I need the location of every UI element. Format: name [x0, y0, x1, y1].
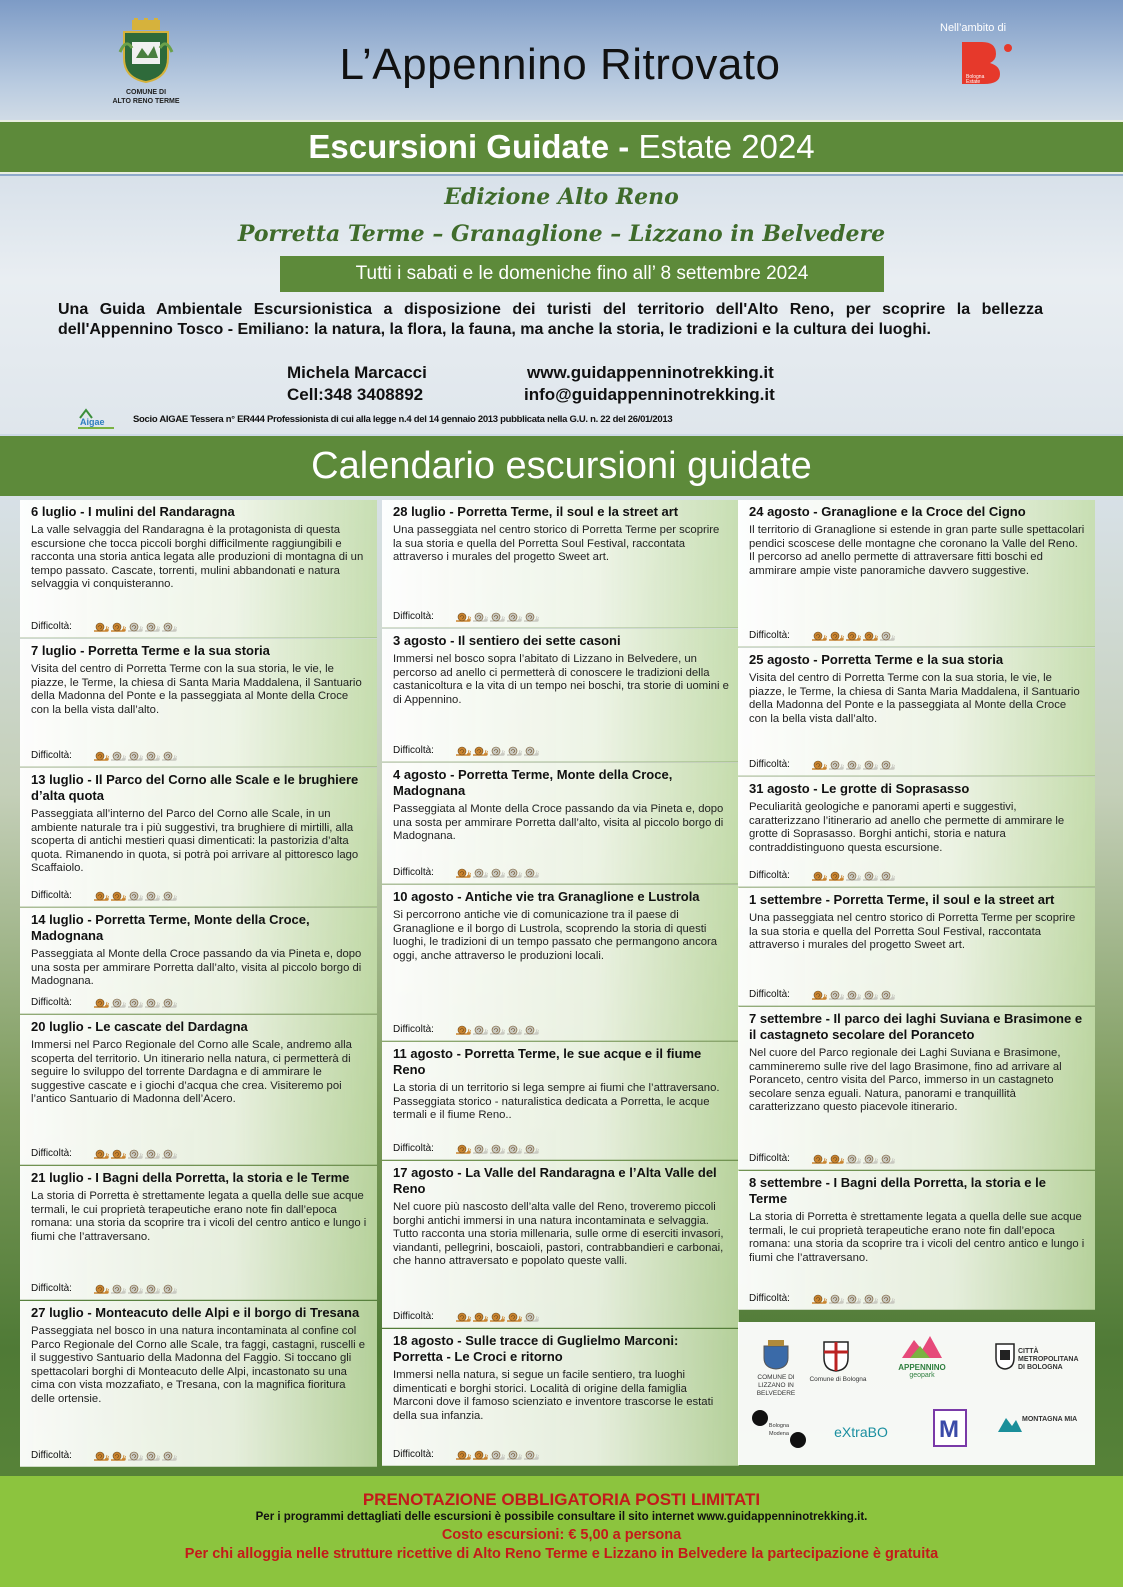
excursion-card	[382, 500, 739, 628]
difficulty-rating	[749, 1293, 895, 1304]
snail-empty-icon	[828, 759, 844, 770]
band-title: Escursioni Guidate -	[308, 128, 639, 165]
excursion-description: Immersi nella natura, si segue un facile sentiero, tra luoghi dimenticati e borghi storici. Località di origine della famiglia Marconi dove il famoso scienziato e inventore trascorse le estati della sua infanzia.	[393, 1369, 714, 1422]
difficulty-rating	[393, 867, 539, 878]
excursion-description: Si percorrono antiche vie di comunicazione tra il paese di Granaglione e il borgo di Lustrola, scoprendo la storia di questi luoghi, le tradizioni di un tempo passato che permangono ancora oggi, anche attraverso le produzioni locali.	[393, 909, 718, 962]
excursion-title: 27 luglio - Monteacuto delle Alpi e il borgo di Tresana	[31, 1305, 360, 1320]
snail-filled-icon	[828, 1153, 844, 1164]
snail-filled-icon	[811, 989, 827, 1000]
excursion-title: 28 luglio - Porretta Terme, il soul e la street art	[393, 504, 679, 519]
snail-empty-icon	[879, 1293, 895, 1304]
snail-filled-icon	[110, 1148, 126, 1159]
snail-empty-icon	[489, 1143, 505, 1154]
snail-empty-icon	[472, 1143, 488, 1154]
svg-text:Bologna: Bologna	[966, 74, 985, 80]
context-label: Nell’ambito di	[940, 22, 1007, 34]
excursion-title: 10 agosto - Antiche vie tra Granaglione e Lustrola	[393, 889, 700, 904]
difficulty-snails	[455, 745, 539, 756]
difficulty-rating	[749, 759, 895, 770]
snail-empty-icon	[506, 1449, 522, 1460]
snail-empty-icon	[506, 1143, 522, 1154]
snail-filled-icon	[93, 1283, 109, 1294]
snail-filled-icon	[472, 745, 488, 756]
snail-filled-icon	[506, 1311, 522, 1322]
snail-empty-icon	[127, 750, 143, 761]
snail-empty-icon	[472, 1024, 488, 1035]
snail-empty-icon	[845, 1293, 861, 1304]
snail-empty-icon	[879, 870, 895, 881]
difficulty-snails	[455, 867, 539, 878]
snail-empty-icon	[144, 997, 160, 1008]
snail-empty-icon	[523, 1311, 539, 1322]
excursion-title: 25 agosto - Porretta Terme e la sua storia	[749, 652, 1004, 667]
difficulty-snails	[93, 1283, 177, 1294]
snail-empty-icon	[161, 1450, 177, 1461]
excursion-card	[20, 768, 377, 907]
difficulty-rating	[31, 621, 177, 632]
difficulty-snails	[93, 1148, 177, 1159]
difficulty-snails	[93, 1450, 177, 1461]
difficulty-rating	[749, 1153, 895, 1164]
crest-label-line2: ALTO RENO TERME	[112, 98, 180, 105]
snail-empty-icon	[862, 1293, 878, 1304]
excursion-description: La storia di un territorio si lega sempre ai fiumi che l’attraversano. Passeggiata storico - naturalistica dedicata a Porretta, le acque termali e il fiume Reno..	[393, 1082, 720, 1122]
aigae-membership-note: Socio AIGAE Tessera n° ER444 Professionista di cui alla legge n.4 del 14 gennaio 2013 pubblicata nella G.U. n. 22 del 26/01/2013	[133, 414, 673, 425]
calendar-title: Calendario escursioni guidate	[0, 436, 1123, 496]
excursion-card	[738, 1007, 1095, 1170]
snail-empty-icon	[489, 1449, 505, 1460]
difficulty-label: Difficoltà:	[749, 1153, 790, 1164]
excursion-card	[20, 1166, 377, 1300]
difficulty-label: Difficoltà:	[31, 997, 72, 1008]
snail-empty-icon	[828, 989, 844, 1000]
aigae-logo	[76, 408, 116, 430]
crest-label	[96, 88, 196, 106]
snail-empty-icon	[472, 867, 488, 878]
snail-empty-icon	[127, 1283, 143, 1294]
snail-empty-icon	[489, 611, 505, 622]
difficulty-snails	[455, 611, 539, 622]
dates-banner: Tutti i sabati e le domeniche fino all’ 8 settembre 2024	[280, 256, 884, 292]
snail-empty-icon	[161, 890, 177, 901]
guide-phone[interactable]: Cell:348 3408892	[287, 385, 424, 404]
snail-filled-icon	[110, 890, 126, 901]
excursion-title: 7 luglio - Porretta Terme e la sua storia	[31, 643, 270, 658]
difficulty-snails	[93, 997, 177, 1008]
difficulty-snails	[811, 989, 895, 1000]
snail-filled-icon	[455, 1024, 471, 1035]
snail-filled-icon	[93, 1450, 109, 1461]
snail-empty-icon	[845, 870, 861, 881]
excursion-title: 18 agosto - Sulle tracce di Guglielmo Marconi: Porretta - Le Croci e ritorno	[393, 1333, 679, 1364]
snail-filled-icon	[828, 870, 844, 881]
difficulty-label: Difficoltà:	[749, 630, 790, 641]
excursion-description: Peculiarità geologiche e panorami aperti e suggestivi, caratterizzano l’itinerario ad anello che permette di ammirare le grotte di Soprasasso. Borghi antichi, storia e natura contraddistinguono questa escursione.	[749, 801, 1065, 854]
excursion-card	[382, 629, 739, 762]
snail-empty-icon	[161, 1148, 177, 1159]
difficulty-label: Difficoltà:	[393, 1311, 434, 1322]
snail-empty-icon	[879, 759, 895, 770]
snail-empty-icon	[127, 1450, 143, 1461]
excursion-card	[20, 1015, 377, 1165]
difficulty-label: Difficoltà:	[31, 750, 72, 761]
difficulty-rating	[31, 1148, 177, 1159]
free-participation-note: Per chi alloggia nelle strutture ricettive di Alto Reno Terme e Lizzano in Belvedere la partecipazione è gratuita	[184, 1546, 939, 1562]
difficulty-label: Difficoltà:	[31, 621, 72, 632]
snail-filled-icon	[455, 611, 471, 622]
difficulty-rating	[393, 1024, 539, 1035]
excursion-description: Passeggiata nel bosco in una natura incontaminata al confine col Parco Regionale del Corno alle Scale, tra faggi, castagni, ruscelli e il suggestivo Santuario della Madonna del Faggio. Si toccano gli spettacolari borghi di Monteacuto delle Alpi, incastonato su una cima con vista mozzafiato, e Tresana, con la magnifica fioritura delle ortensie.	[31, 1325, 366, 1405]
difficulty-snails	[93, 621, 177, 632]
svg-text:Aigae: Aigae	[80, 417, 105, 427]
bologna-estate-logo	[960, 40, 1016, 86]
difficulty-rating	[31, 1450, 177, 1461]
excursion-description: Nel cuore più nascosto dell’alta valle del Reno, troveremo piccoli borghi antichi immersi in una natura incontaminata e selvaggia. Tutto racconta una storia millenaria, sulle orme di eserciti invasori, viandanti, pellegrini, boscaioli, pastori, contrabbandieri e carbonai, che hanno attraversato e popolato queste valli.	[393, 1201, 724, 1268]
excursion-description: La storia di Porretta è strettamente legata a quella delle sue acque termali, le cui proprietà terapeutiche erano note fin dall’epoca romana: una storia da scoprire tra i vicoli del centro antico e lungo i fiumi che l’attraversano.	[749, 1211, 1085, 1264]
excursion-title: 14 luglio - Porretta Terme, Monte della Croce, Madognana	[31, 912, 310, 943]
snail-filled-icon	[811, 1293, 827, 1304]
snail-empty-icon	[161, 621, 177, 632]
svg-text:Estate: Estate	[966, 79, 981, 85]
excursion-card	[738, 500, 1095, 647]
snail-empty-icon	[161, 1283, 177, 1294]
difficulty-rating	[749, 989, 895, 1000]
difficulty-label: Difficoltà:	[749, 1293, 790, 1304]
snail-empty-icon	[862, 759, 878, 770]
snail-empty-icon	[506, 867, 522, 878]
excursion-card	[20, 500, 377, 638]
snail-empty-icon	[489, 867, 505, 878]
snail-empty-icon	[144, 750, 160, 761]
snail-empty-icon	[506, 1024, 522, 1035]
guide-name: Michela Marcacci	[287, 363, 427, 382]
excursion-title: 31 agosto - Le grotte di Soprasasso	[749, 781, 970, 796]
municipal-crest-icon	[118, 18, 174, 84]
snail-empty-icon	[523, 611, 539, 622]
snail-empty-icon	[879, 1153, 895, 1164]
program-info: Per i programmi dettagliati delle escursioni è possibile consultare il sito internet www.guidappenninotrekking.it.	[255, 1511, 868, 1523]
excursion-description: La storia di Porretta è strettamente legata a quella delle sue acque termali, le cui proprietà terapeutiche erano note fin dall’epoca romana: una storia da scoprire tra i vicoli del centro antico e lungo i fiumi che l’attraversano.	[31, 1190, 367, 1243]
bologna-crest-icon	[822, 1338, 850, 1372]
snail-empty-icon	[127, 1148, 143, 1159]
difficulty-label: Difficoltà:	[749, 989, 790, 1000]
snail-empty-icon	[144, 890, 160, 901]
excursion-title: 1 settembre - Porretta Terme, il soul e la street art	[749, 892, 1055, 907]
snail-empty-icon	[523, 1449, 539, 1460]
appennino-label: APPENNINO	[898, 1363, 946, 1372]
difficulty-snails	[455, 1449, 539, 1460]
snail-empty-icon	[523, 745, 539, 756]
footer	[0, 1476, 1123, 1587]
excursion-card	[382, 1042, 739, 1160]
snail-empty-icon	[523, 867, 539, 878]
snail-filled-icon	[110, 1450, 126, 1461]
snail-empty-icon	[110, 1283, 126, 1294]
difficulty-label: Difficoltà:	[749, 759, 790, 770]
bologna-label: Comune di Bologna	[809, 1376, 867, 1383]
citta-metro-label: CITTÀ METROPOLITANA DI BOLOGNA	[1018, 1348, 1079, 1371]
excursion-card	[738, 1171, 1095, 1310]
snail-empty-icon	[862, 870, 878, 881]
difficulty-snails	[811, 759, 895, 770]
snail-empty-icon	[845, 989, 861, 1000]
difficulty-label: Difficoltà:	[393, 1143, 434, 1154]
lizzano-label: COMUNE DI LIZZANO IN BELVEDERE	[756, 1374, 796, 1397]
snail-empty-icon	[161, 997, 177, 1008]
snail-filled-icon	[93, 997, 109, 1008]
snail-empty-icon	[828, 1293, 844, 1304]
snail-filled-icon	[93, 621, 109, 632]
snail-filled-icon	[455, 745, 471, 756]
excursion-title: 4 agosto - Porretta Terme, Monte della Croce, Madognana	[393, 767, 673, 798]
difficulty-snails	[811, 630, 895, 641]
excursion-description: Passeggiata al Monte della Croce passando da via Pineta e, dopo una sosta per ammirare Porretta dall’alto, visita al piccolo borgo di Madognana.	[393, 803, 724, 843]
crest-label-line1: COMUNE DI	[125, 89, 167, 96]
snail-filled-icon	[455, 1143, 471, 1154]
snail-filled-icon	[472, 1449, 488, 1460]
snail-empty-icon	[110, 750, 126, 761]
excursion-description: Il territorio di Granaglione si estende in gran parte sulle spettacolari pendici scoscese delle montagne che coronano la Valle del Reno. Il percorso ad anello permette di attraversare fitti boschi ed ammirare ampie viste panoramiche davvero suggestive.	[749, 524, 1085, 577]
excursion-card	[382, 1329, 739, 1466]
difficulty-rating	[749, 630, 895, 641]
excursion-title: 6 luglio - I mulini del Randaragna	[31, 504, 235, 519]
price-info: Costo escursioni: € 5,00 a persona	[441, 1527, 682, 1543]
excursion-title: 24 agosto - Granaglione e la Croce del Cigno	[749, 504, 1026, 519]
excursion-title: 11 agosto - Porretta Terme, le sue acque e il fiume Reno	[393, 1046, 702, 1077]
difficulty-label: Difficoltà:	[393, 867, 434, 878]
excursion-title: 20 luglio - Le cascate del Dardagna	[31, 1019, 248, 1034]
appennino-geopark-icon	[900, 1332, 944, 1362]
excursion-title: 21 luglio - I Bagni della Porretta, la storia e le Terme	[31, 1170, 350, 1185]
excursion-description: Visita del centro di Porretta Terme con la sua storia, le vie, le piazze, le Terme, la chiesa di Santa Maria Maddalena, il Santuario della Madonna del Ponte e la passeggiata al Monte della Croce con la bella vista dall’alto.	[31, 663, 362, 716]
excursion-card	[20, 639, 377, 767]
snail-filled-icon	[862, 630, 878, 641]
excursion-description: Nel cuore del Parco regionale dei Laghi Suviana e Brasimone, cammineremo sulle rive del lago Brasimone, fino ad arrivare al Poranceto, centro visita del Parco, immerso in un castagneto secolare senza eguali. Natura, panorami e tranquillità caratterizzano questo piacevole itinerario.	[749, 1047, 1062, 1114]
difficulty-rating	[393, 1311, 539, 1322]
snail-filled-icon	[811, 630, 827, 641]
excursion-card	[20, 1301, 377, 1467]
snail-empty-icon	[144, 1283, 160, 1294]
difficulty-rating	[393, 1143, 539, 1154]
difficulty-snails	[811, 870, 895, 881]
partner-logos	[738, 1322, 1095, 1465]
difficulty-label: Difficoltà:	[393, 611, 434, 622]
snail-empty-icon	[144, 1148, 160, 1159]
snail-empty-icon	[110, 997, 126, 1008]
snail-empty-icon	[506, 745, 522, 756]
snail-empty-icon	[489, 745, 505, 756]
band-season: Estate 2024	[638, 128, 815, 165]
difficulty-snails	[455, 1024, 539, 1035]
header	[0, 0, 1123, 120]
difficulty-label: Difficoltà:	[393, 745, 434, 756]
mountains-icon	[998, 1414, 1022, 1432]
intro-section	[0, 176, 1123, 434]
difficulty-rating	[749, 870, 895, 881]
svg-text:M: M	[939, 1416, 959, 1443]
excursion-card	[382, 1161, 739, 1328]
difficulty-snails	[455, 1311, 539, 1322]
difficulty-rating	[31, 1283, 177, 1294]
excursion-title: 17 agosto - La Valle del Randaragna e l’Alta Valle del Reno	[393, 1165, 717, 1196]
snail-empty-icon	[862, 1153, 878, 1164]
snail-filled-icon	[845, 630, 861, 641]
places-title: Porretta Terme – Granaglione – Lizzano in Belvedere	[237, 221, 886, 247]
snail-filled-icon	[811, 1153, 827, 1164]
snail-empty-icon	[845, 759, 861, 770]
difficulty-snails	[811, 1293, 895, 1304]
difficulty-rating	[393, 611, 539, 622]
excursion-title: 3 agosto - Il sentiero dei sette casoni	[393, 633, 621, 648]
montagna-mia-m-icon	[932, 1408, 968, 1448]
excursion-card	[20, 908, 377, 1014]
snail-filled-icon	[93, 750, 109, 761]
difficulty-snails	[455, 1143, 539, 1154]
snail-empty-icon	[127, 621, 143, 632]
difficulty-label: Difficoltà:	[31, 890, 72, 901]
difficulty-snails	[811, 1153, 895, 1164]
snail-empty-icon	[506, 611, 522, 622]
bologna-modena-label: Bologna Modena	[768, 1423, 790, 1437]
difficulty-snails	[93, 890, 177, 901]
difficulty-label: Difficoltà:	[31, 1283, 72, 1294]
excursion-description: Una passeggiata nel centro storico di Porretta Terme per scoprire la sua storia e quella del Porretta Soul Festival, raccontata attraverso i murales del progetto Sweet art.	[393, 524, 720, 564]
snail-empty-icon	[489, 1024, 505, 1035]
difficulty-rating	[393, 1449, 539, 1460]
excursion-title: 8 settembre - I Bagni della Porretta, la storia e le Terme	[749, 1175, 1046, 1206]
snail-empty-icon	[523, 1143, 539, 1154]
difficulty-label: Difficoltà:	[393, 1024, 434, 1035]
page-title: L’Appennino Ritrovato	[339, 40, 781, 89]
extrabo-logo: eXtraBO	[834, 1424, 888, 1440]
difficulty-snails	[93, 750, 177, 761]
excursion-description: Passeggiata al Monte della Croce passando da via Pineta e, dopo una sosta per ammirare Porretta dall’alto, visita al piccolo borgo di Madognana.	[31, 948, 362, 988]
snail-filled-icon	[93, 890, 109, 901]
snail-filled-icon	[455, 867, 471, 878]
intro-description: Una Guida Ambientale Escursionistica a disposizione dei turisti del territorio dell'Alto Reno, per scoprire la bellezza dell'Appennino Tosco - Emiliano: la natura, la flora, la fauna, ma anche la storia, le tradizioni e la cultura dei luoghi.	[58, 301, 1043, 338]
snail-filled-icon	[93, 1148, 109, 1159]
excursion-title: 7 settembre - Il parco dei laghi Suviana e Brasimone e il castagneto secolare del Poranceto	[749, 1011, 1083, 1042]
season-band	[0, 120, 1123, 174]
snail-empty-icon	[144, 1450, 160, 1461]
snail-filled-icon	[455, 1311, 471, 1322]
excursion-description: Una passeggiata nel centro storico di Porretta Terme per scoprire la sua storia e quella del Porretta Soul Festival, raccontata attraverso i murales del progetto Sweet art.	[749, 912, 1076, 952]
snail-empty-icon	[523, 1024, 539, 1035]
snail-empty-icon	[127, 890, 143, 901]
snail-empty-icon	[845, 1153, 861, 1164]
snail-empty-icon	[127, 997, 143, 1008]
lizzano-crest-icon	[760, 1340, 792, 1370]
difficulty-label: Difficoltà:	[31, 1148, 72, 1159]
excursion-card	[738, 648, 1095, 776]
excursion-card	[382, 885, 739, 1041]
difficulty-label: Difficoltà:	[31, 1450, 72, 1461]
snail-filled-icon	[811, 759, 827, 770]
difficulty-rating	[31, 750, 177, 761]
excursion-card	[382, 763, 739, 884]
snail-filled-icon	[828, 630, 844, 641]
snail-empty-icon	[862, 989, 878, 1000]
excursion-description: Passeggiata all’interno del Parco del Corno alle Scale, in un ambiente naturale tra i più suggestivi, tra brughiere di mirtilli, alla scoperta di antichi mestieri quasi dimenticati: la pastorizia d’alta quota. Rimanendo in quota, si potrà poi arrivare al pittoresco lago Scaffaiolo.	[31, 808, 359, 875]
snail-empty-icon	[879, 630, 895, 641]
difficulty-rating	[31, 997, 177, 1008]
excursion-description: Immersi nel Parco Regionale del Corno alle Scale, andremo alla scoperta del territorio. Un itinerario nella natura, ci permetterà di seguire lo sviluppo del torrente Dardagna e di ammirare le suggestive cascate e i giochi d’acqua che crea. Visiteremo poi l’antico Santuario di Madonna dell’Acero.	[31, 1039, 352, 1106]
geopark-label: geopark	[909, 1372, 935, 1379]
snail-filled-icon	[110, 621, 126, 632]
snail-filled-icon	[472, 1311, 488, 1322]
excursion-description: Immersi nel bosco sopra l’abitato di Lizzano in Belvedere, un percorso ad anello ci permetterà di conoscere le tradizioni della castanicoltura e la vita di un tempo nei boschi, tra storie di uomini e di Appennino.	[393, 653, 729, 706]
snail-empty-icon	[144, 621, 160, 632]
excursion-card	[738, 888, 1095, 1006]
email-link[interactable]: info@guidappenninotrekking.it	[524, 385, 775, 404]
excursion-description: Visita del centro di Porretta Terme con la sua storia, le vie, le piazze, le Terme, la chiesa di Santa Maria Maddalena, il Santuario della Madonna del Ponte e la passeggiata al Monte della Croce con la bella vista dall’alto.	[749, 672, 1080, 725]
website-link[interactable]: www.guidappenninotrekking.it	[527, 363, 774, 382]
excursion-description: La valle selvaggia del Randaragna è la protagonista di questa escursione che tocca piccoli borghi difficilmente raggiungibili e racconta una storia antica legata alle produzioni di montagna di un tempo passato. Cascate, torrenti, mulini abbandonati e natura selvaggia vi conquisteranno.	[31, 524, 364, 591]
snail-empty-icon	[161, 750, 177, 761]
booking-notice: PRENOTAZIONE OBBLIGATORIA POSTI LIMITATI	[362, 1490, 761, 1509]
difficulty-rating	[393, 745, 539, 756]
snail-filled-icon	[489, 1311, 505, 1322]
difficulty-label: Difficoltà:	[393, 1449, 434, 1460]
montagna-mia-label: MONTAGNA MIA	[1022, 1416, 1078, 1423]
snail-empty-icon	[879, 989, 895, 1000]
difficulty-label: Difficoltà:	[749, 870, 790, 881]
snail-empty-icon	[472, 611, 488, 622]
snail-filled-icon	[811, 870, 827, 881]
difficulty-rating	[31, 890, 177, 901]
snail-filled-icon	[455, 1449, 471, 1460]
edition-title: Edizione Alto Reno	[444, 184, 679, 210]
excursion-card	[738, 777, 1095, 887]
citta-metropolitana-icon	[994, 1342, 1016, 1370]
excursion-title: 13 luglio - Il Parco del Corno alle Scale e le brughiere d’alta quota	[31, 772, 359, 803]
